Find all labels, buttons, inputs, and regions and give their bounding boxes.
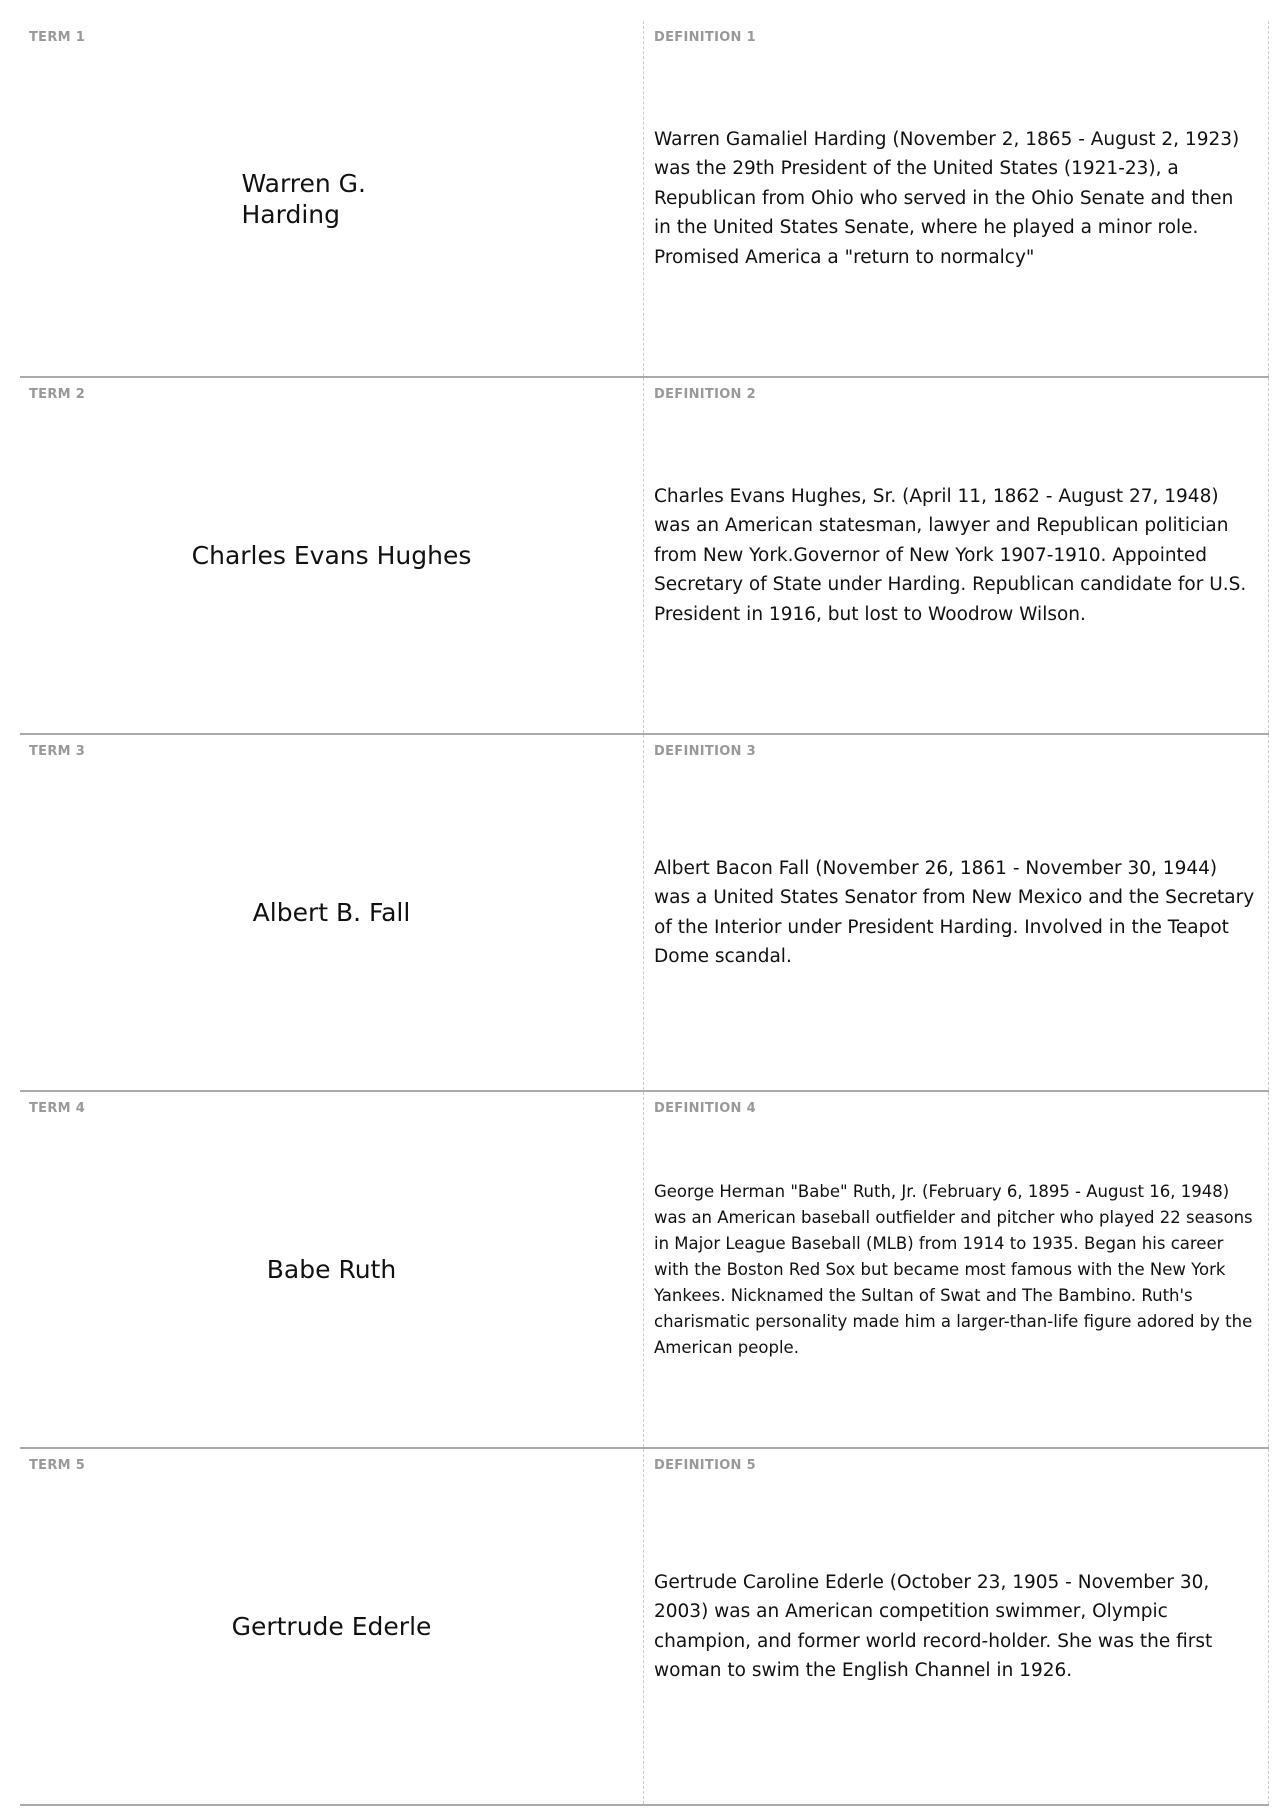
term-cell (20, 1092, 644, 1447)
term-label: TERM 3 (29, 744, 86, 759)
definition-cell (644, 378, 1269, 733)
term-cell (20, 735, 644, 1090)
term-text: Warren G. Harding (241, 168, 366, 229)
definition-cell (644, 1449, 1269, 1804)
card-row (20, 1092, 1269, 1449)
definition-text: Albert Bacon Fall (November 26, 1861 - November 30, 1944) was a United States Senator from New Mexico and the Secretary of the Interior under President Harding. Involved in the Teapot Dome scandal. (654, 857, 1255, 967)
definition-label: DEFINITION 2 (654, 387, 756, 402)
definition-label: DEFINITION 1 (654, 30, 756, 45)
term-label: TERM 4 (29, 1101, 86, 1116)
definition-label: DEFINITION 5 (654, 1458, 756, 1473)
flashcard-sheet (20, 21, 1269, 1806)
term-text: Charles Evans Hughes (191, 541, 472, 570)
definition-text: Charles Evans Hughes, Sr. (April 11, 1862 - August 27, 1948) was an American statesman, lawyer and Republican politician from New York.Governor of New York 1907-1910. Appointed Secretary of State under Harding. Republican candidate for U.S. President in 1916, but lost to Woodrow Wilson. (654, 485, 1247, 625)
card-row (20, 21, 1269, 378)
definition-label: DEFINITION 3 (654, 744, 756, 759)
term-cell (20, 1449, 644, 1804)
term-label: TERM 1 (29, 30, 86, 45)
definition-cell (644, 1092, 1269, 1447)
card-row (20, 735, 1269, 1092)
card-row (20, 1449, 1269, 1806)
definition-label: DEFINITION 4 (654, 1101, 756, 1116)
term-label: TERM 5 (29, 1458, 86, 1473)
definition-text: Gertrude Caroline Ederle (October 23, 1905 - November 30, 2003) was an American competition swimmer, Olympic champion, and former world record-holder. She was the first woman to swim the English Channel in 1926. (654, 1571, 1213, 1681)
term-label: TERM 2 (29, 387, 86, 402)
definition-cell (644, 735, 1269, 1090)
card-row (20, 378, 1269, 735)
term-text: Albert B. Fall (252, 898, 411, 927)
term-cell (20, 378, 644, 733)
term-text: Gertrude Ederle (231, 1612, 432, 1641)
term-text: Babe Ruth (266, 1255, 397, 1284)
definition-text: George Herman "Babe" Ruth, Jr. (February 6, 1895 - August 16, 1948) was an American baseball outfielder and pitcher who played 22 seasons in Major League Baseball (MLB) from 1914 to 1935. Began his career with the Boston Red Sox but became most famous with the New York Yankees. Nicknamed the Sultan of Swat and The Bambino. Ruth's charismatic personality made him a larger-than-life figure adored by the American people. (654, 1181, 1253, 1357)
definition-cell (644, 21, 1269, 376)
term-cell (20, 21, 644, 376)
definition-text: Warren Gamaliel Harding (November 2, 1865 - August 2, 1923) was the 29th President of the United States (1921-23), a Republican from Ohio who served in the Ohio Senate and then in the United States Senate, where he played a minor role. Promised America a "return to normalcy" (654, 128, 1240, 268)
